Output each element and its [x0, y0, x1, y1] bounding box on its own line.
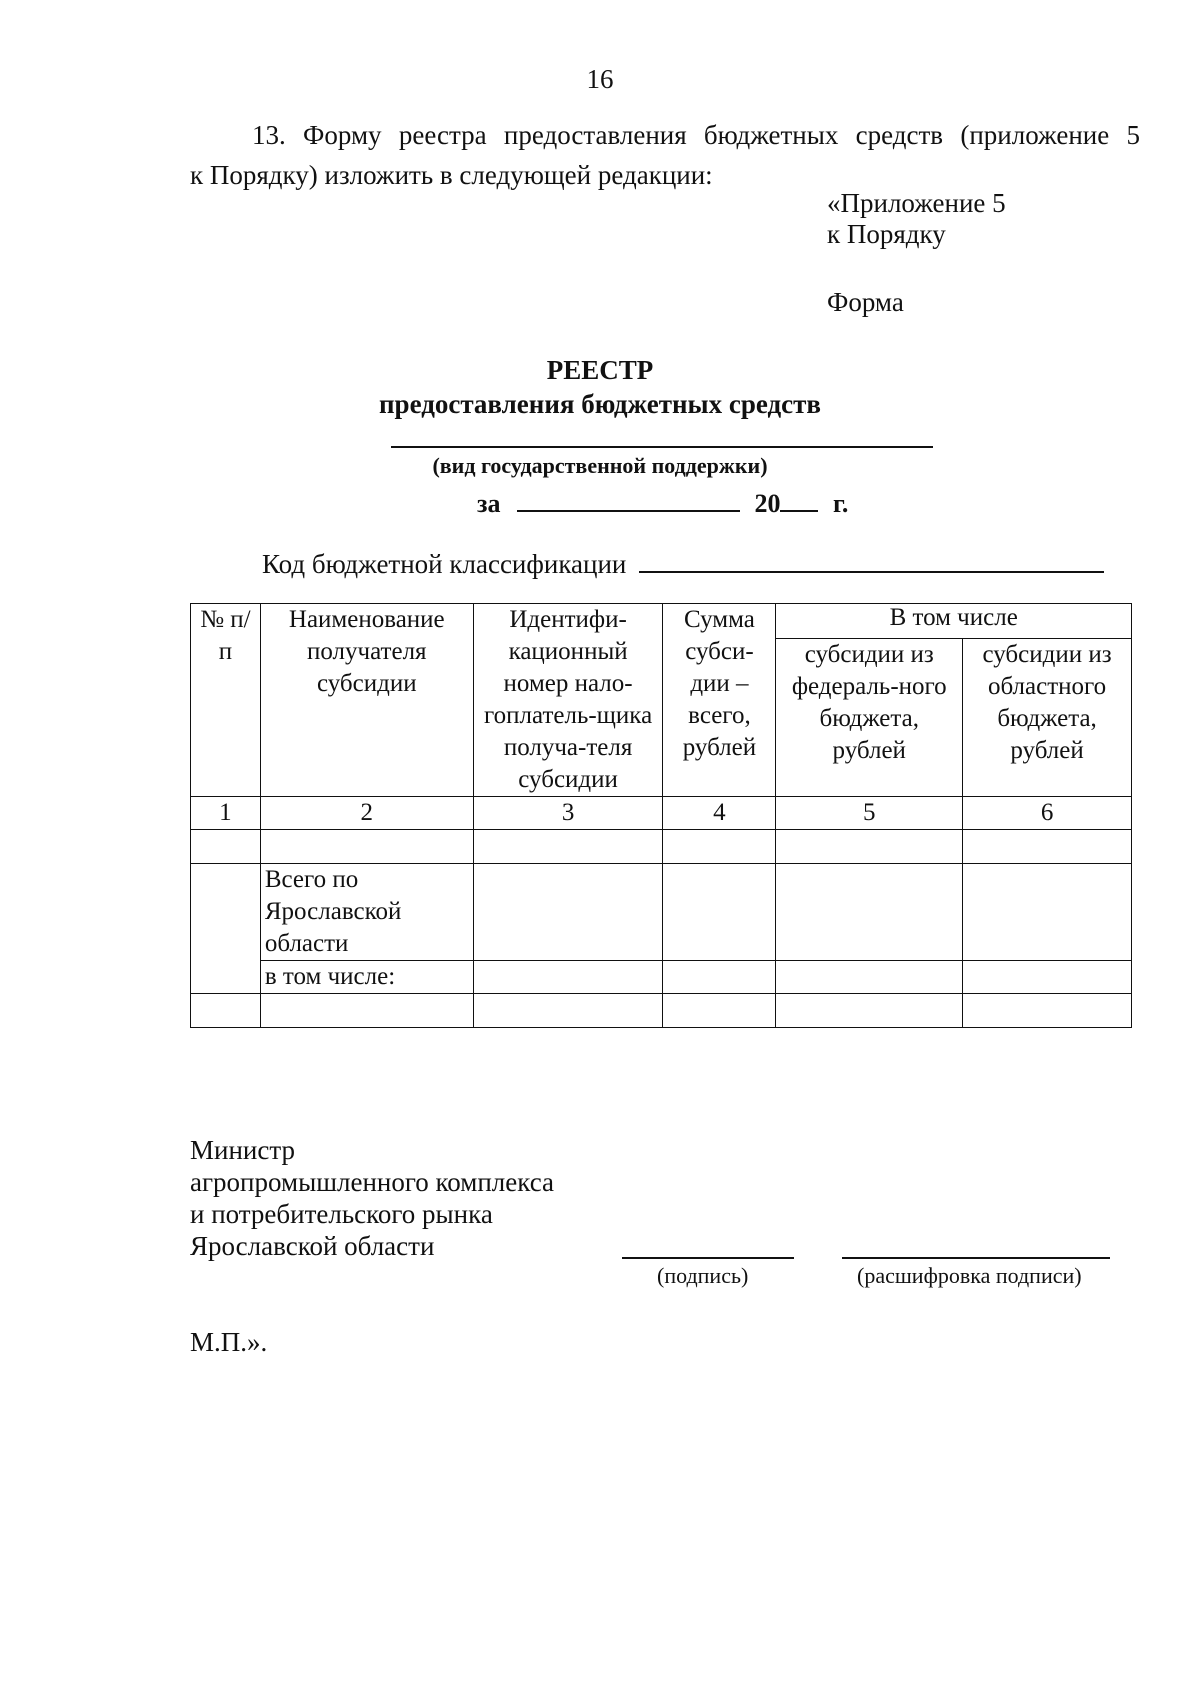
position-line-2: агропромышленного комплекса [190, 1167, 554, 1197]
decoding-caption: (расшифровка подписи) [857, 1263, 1082, 1288]
table-cell[interactable] [963, 994, 1132, 1028]
column-number: 3 [473, 797, 663, 830]
signature-caption: (подпись) [657, 1263, 749, 1288]
column-number: 1 [191, 797, 261, 830]
position-line-4: Ярославской области [190, 1231, 435, 1261]
header-regional: субсидии из областного бюджета, рублей [963, 639, 1132, 797]
header-number: № п/п [191, 604, 261, 797]
period-line [477, 488, 848, 519]
budget-code-row [262, 549, 1104, 580]
table-cell[interactable] [963, 864, 1132, 961]
budget-code-label: Код бюджетной классификации [262, 549, 627, 579]
table-cell[interactable] [776, 864, 963, 961]
table-cell[interactable] [963, 961, 1132, 994]
header-row-1 [191, 604, 1132, 639]
intro-line-1: 13. Форму реестра предоставления бюджетных средств (приложение 5 [252, 120, 1140, 150]
table-cell[interactable] [191, 830, 261, 864]
table-cell[interactable] [191, 994, 261, 1028]
table-row-empty [191, 994, 1132, 1028]
position-line-1: Министр [190, 1135, 295, 1165]
table-cell[interactable] [663, 830, 776, 864]
table-cell[interactable] [776, 994, 963, 1028]
total-label: Всего по Ярославской области [264, 866, 402, 957]
table-row-empty [191, 830, 1132, 864]
period-prefix: за [477, 489, 501, 518]
column-number: 6 [963, 797, 1132, 830]
column-number: 4 [663, 797, 776, 830]
table-cell[interactable] [776, 830, 963, 864]
table-cell[interactable] [663, 961, 776, 994]
table-cell[interactable] [473, 961, 663, 994]
period-year: 20 [754, 489, 781, 518]
stamp-label: М.П.». [190, 1327, 268, 1357]
period-suffix: г. [832, 489, 849, 518]
table-cell[interactable] [776, 961, 963, 994]
header-recipient: Наименование получателя субсидии [260, 604, 473, 797]
page-number: 16 [586, 64, 614, 94]
position-line-3: и потребительского рынка [190, 1199, 493, 1229]
appendix-heading [827, 188, 1006, 250]
register-table [190, 603, 1132, 1028]
form-label: Форма [827, 287, 904, 317]
including-label: в том числе: [260, 961, 473, 994]
support-type-line [391, 446, 933, 448]
total-label-cell [260, 864, 473, 961]
table-cell[interactable] [473, 864, 663, 961]
signatory-position [190, 1134, 554, 1262]
signature-line[interactable] [622, 1257, 794, 1259]
table-cell[interactable] [663, 864, 776, 961]
period-blank[interactable] [517, 488, 740, 512]
table-cell[interactable] [191, 864, 261, 994]
intro-line-2: к Порядку) изложить в следующей редакции: [190, 160, 713, 190]
year-blank[interactable] [780, 488, 818, 512]
header-federal: субсидии из федераль-ного бюджета, рублей [776, 639, 963, 797]
column-number: 5 [776, 797, 963, 830]
header-including: В том числе [776, 604, 1132, 639]
decoding-line[interactable] [842, 1257, 1110, 1259]
table-cell[interactable] [260, 830, 473, 864]
register-subtitle: предоставления бюджетных средств [379, 389, 821, 419]
appendix-line-1: «Приложение 5 [827, 188, 1006, 218]
support-type-caption: (вид государственной поддержки) [432, 453, 768, 478]
table-row-total [191, 864, 1132, 961]
intro-paragraph [190, 115, 1140, 195]
column-number-row [191, 797, 1132, 830]
table-row-including [191, 961, 1132, 994]
table-cell[interactable] [963, 830, 1132, 864]
register-title: РЕЕСТР [546, 355, 654, 385]
column-number: 2 [260, 797, 473, 830]
header-total: Сумма субси-дии – всего, рублей [663, 604, 776, 797]
table-cell[interactable] [473, 830, 663, 864]
table-cell[interactable] [473, 994, 663, 1028]
appendix-line-2: к Порядку [827, 219, 946, 249]
header-inn: Идентифи-кационный номер нало-гоплатель-щика получа-теля субсидии [473, 604, 663, 797]
table-cell[interactable] [260, 994, 473, 1028]
budget-code-blank[interactable] [639, 549, 1104, 573]
table-cell[interactable] [663, 994, 776, 1028]
